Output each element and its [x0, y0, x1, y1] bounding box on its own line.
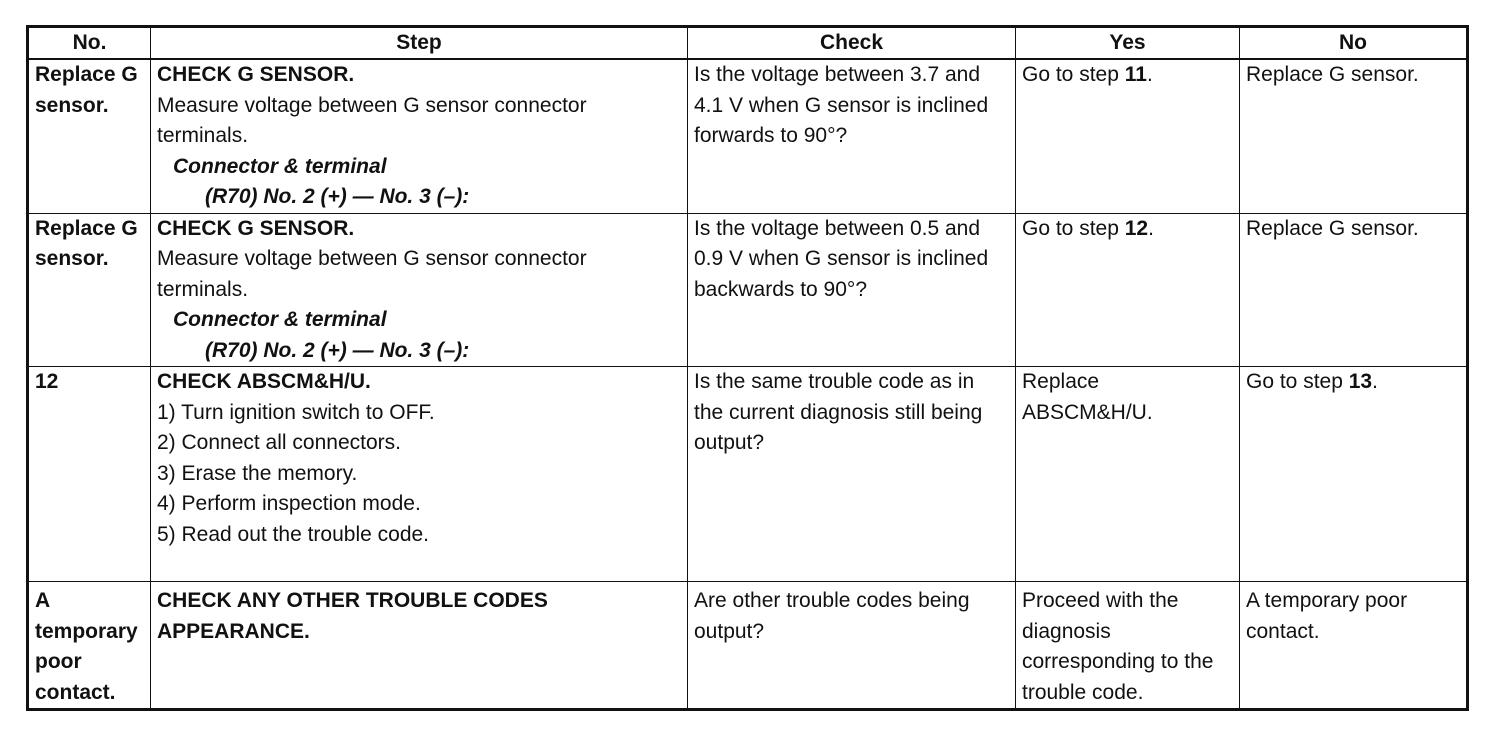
no-text: Go to step	[1246, 370, 1349, 393]
header-step: Step	[151, 27, 688, 60]
yes-text: Go to step	[1022, 63, 1125, 86]
check-cell: Are other trouble codes being output?	[688, 582, 1016, 710]
step-line: terminals.	[157, 124, 249, 147]
header-yes: Yes	[1016, 27, 1240, 60]
step-line: 1) Turn ignition switch to OFF.	[157, 400, 435, 424]
no-suffix: .	[1372, 370, 1378, 393]
header-no: No.	[28, 27, 151, 60]
yes-cell	[1016, 213, 1240, 367]
table-row	[28, 582, 1468, 710]
step-title: CHECK G SENSOR.	[157, 63, 355, 86]
connector-value: (R70) No. 2 (+) — No. 3 (–):	[205, 338, 470, 362]
no-cell: Replace G sensor.	[1240, 59, 1468, 213]
step-line: 3) Erase the memory.	[157, 461, 358, 485]
no-step-ref: 13	[1348, 370, 1373, 393]
no-cell	[1240, 367, 1468, 582]
diagnosis-table	[26, 25, 1469, 711]
no-cell: A temporary poor contact.	[1240, 582, 1468, 710]
step-line: terminals.	[157, 277, 249, 301]
step-line: Measure voltage between G sensor connector	[157, 93, 587, 117]
step-number: Replace G sensor.	[28, 59, 151, 213]
step-number: A temporary poor contact.	[28, 582, 151, 710]
step-title: CHECK ABSCM&H/U.	[157, 370, 371, 393]
step-title: CHECK ANY OTHER TROUBLE CODES APPEARANCE.	[157, 589, 548, 643]
connector-value: (R70) No. 2 (+) — No. 3 (–):	[205, 185, 470, 208]
step-line: Measure voltage between G sensor connector	[157, 247, 587, 270]
yes-cell	[1016, 59, 1240, 213]
header-row	[28, 27, 1468, 60]
step-cell	[151, 213, 688, 367]
connector-label: Connector & terminal	[173, 154, 387, 178]
connector-label: Connector & terminal	[173, 308, 387, 331]
yes-suffix: .	[1148, 216, 1154, 240]
step-title: CHECK G SENSOR.	[157, 216, 355, 240]
check-cell: Is the voltage between 0.5 and 0.9 V when G sensor is inclined backwards to 90°?	[688, 213, 1016, 367]
header-check: Check	[688, 27, 1016, 60]
step-line: 2) Connect all connectors.	[157, 431, 401, 454]
table-row	[28, 367, 1468, 582]
yes-cell: Replace ABSCM&H/U.	[1016, 367, 1240, 582]
step-number: Replace G sensor.	[28, 213, 151, 367]
no-cell: Replace G sensor.	[1240, 213, 1468, 367]
step-cell	[151, 582, 688, 710]
header-no-result: No	[1240, 27, 1468, 60]
step-line: 5) Read out the trouble code.	[157, 522, 430, 546]
table-row	[28, 59, 1468, 213]
yes-text: Go to step	[1022, 216, 1125, 240]
step-cell	[151, 59, 688, 213]
yes-cell: Proceed with the diagnosis corresponding to the trouble code.	[1016, 582, 1240, 710]
yes-step-ref: 12	[1124, 216, 1149, 240]
step-cell	[151, 367, 688, 582]
yes-suffix: .	[1146, 63, 1153, 86]
step-number: 12	[28, 367, 151, 582]
yes-step-ref: 11	[1124, 63, 1147, 86]
step-line: 4) Perform inspection mode.	[157, 492, 421, 515]
table-row	[28, 213, 1468, 367]
check-cell: Is the voltage between 3.7 and 4.1 V when G sensor is inclined forwards to 90°?	[688, 59, 1016, 213]
check-cell: Is the same trouble code as in the current diagnosis still being output?	[688, 367, 1016, 582]
